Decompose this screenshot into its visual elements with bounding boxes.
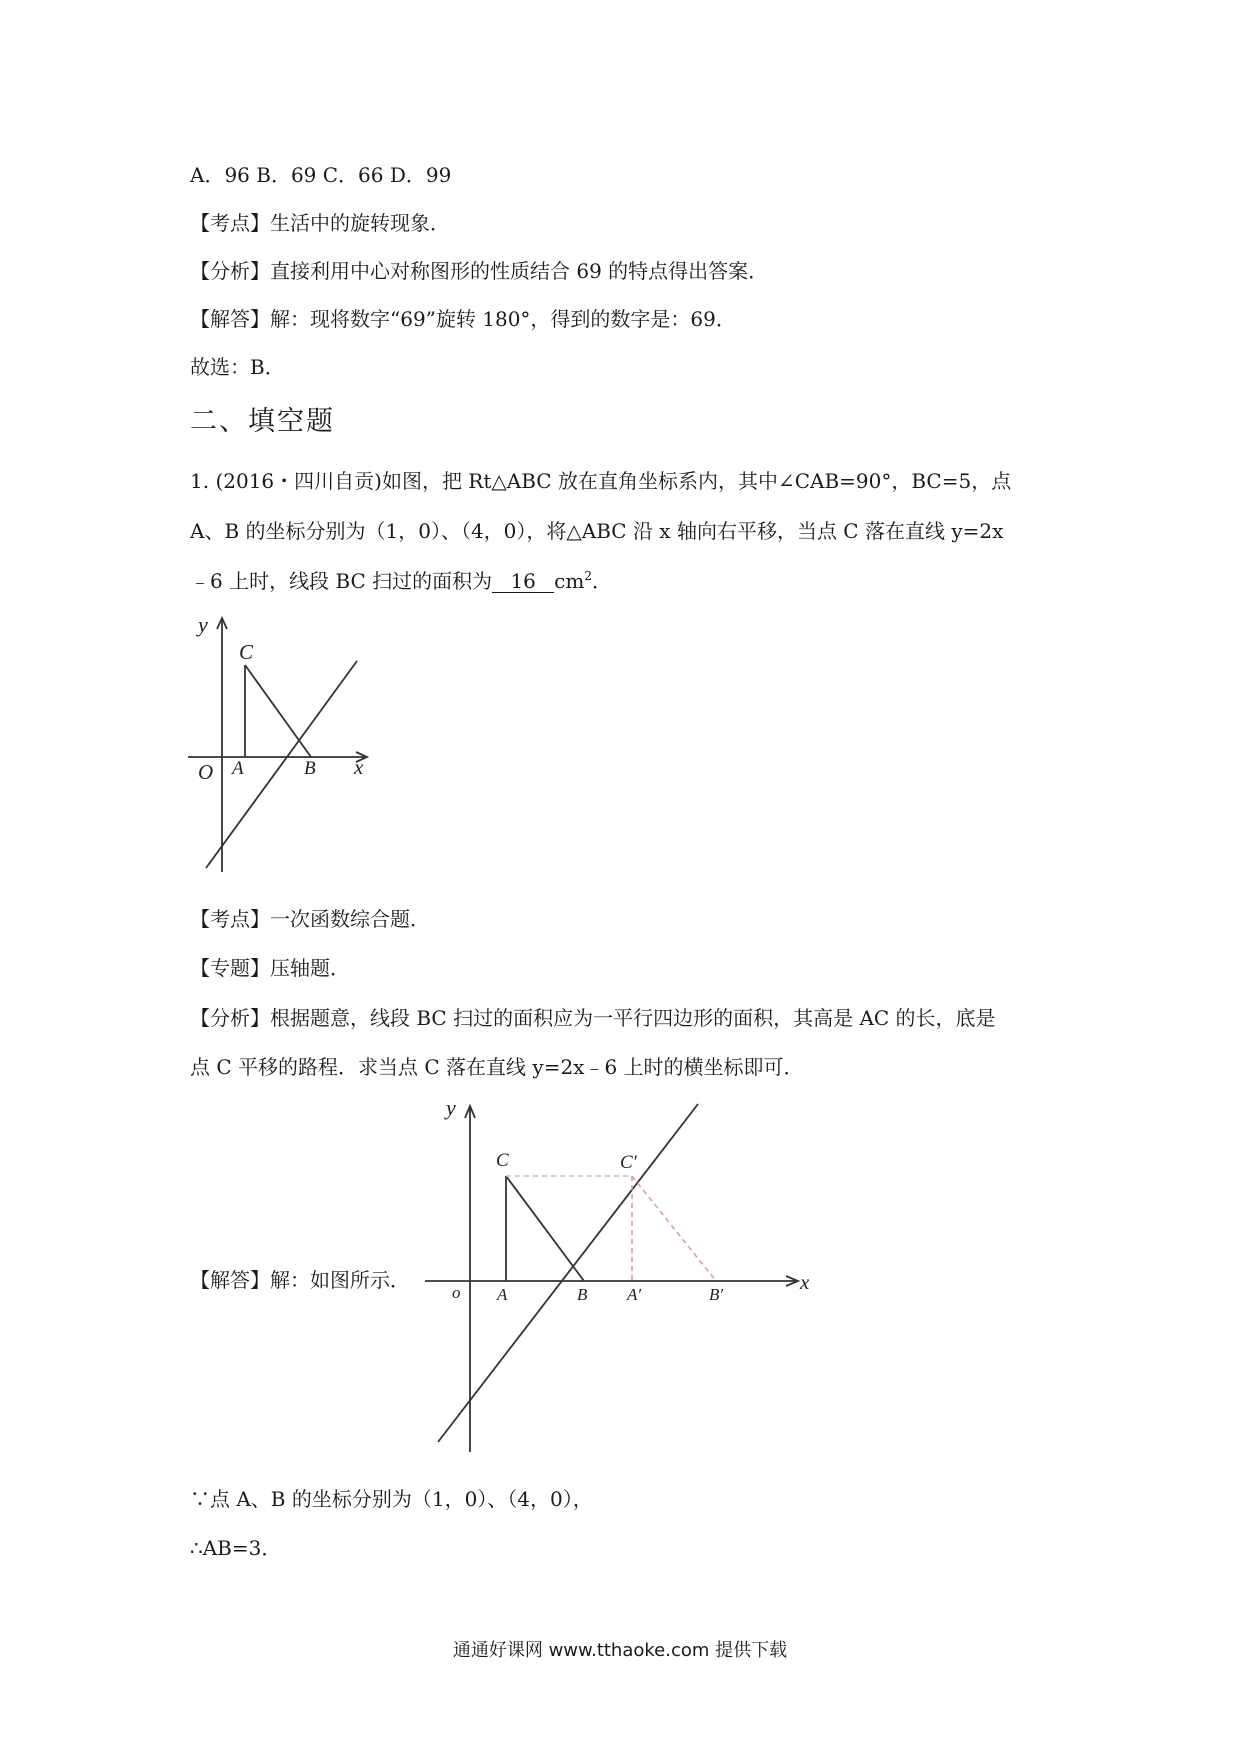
analysis-kaodian: 【考点】一次函数综合题．: [190, 907, 430, 931]
prev-jieda: 【解答】解：现将数字“69”旋转 180°，得到的数字是：69．: [190, 307, 736, 331]
prev-fenxi: 【分析】直接利用中心对称图形的性质结合 69 的特点得出答案．: [190, 259, 769, 283]
fig2-label-c-prime: C′: [620, 1152, 637, 1173]
solution-line-1: ∵点 A、B 的坐标分别为（1，0）、（4，0），: [190, 1487, 593, 1511]
fig1-label-b: B: [304, 758, 316, 779]
analysis-fenxi-1: 【分析】根据题意，线段 BC 扫过的面积应为一平行四边形的面积，其高是 AC 的长，底是: [190, 1006, 996, 1030]
section-title: 二、填空题: [190, 406, 335, 437]
fig2-label-a: A: [497, 1285, 508, 1304]
question-line-3-prefix: ﹣6 上时，线段 BC 扫过的面积为: [190, 569, 493, 593]
analysis-fenxi-2: 点 C 平移的路程．求当点 C 落在直线 y=2x﹣6 上时的横坐标即可．: [190, 1055, 804, 1079]
unit: cm: [554, 569, 585, 593]
prev-kaodian: 【考点】生活中的旋转现象．: [190, 211, 450, 235]
fig2-segment-cb: [506, 1176, 584, 1281]
fig2-segment-c2b2: [632, 1176, 716, 1281]
fig2-label-c: C: [496, 1150, 509, 1171]
fig2-label-y: y: [446, 1095, 456, 1120]
fig2-line-y2x-6: [438, 1104, 698, 1442]
fig1-label-x: x: [354, 755, 364, 779]
answer-blank: 16: [492, 570, 554, 593]
prev-options: A．96 B．69 C．66 D．99: [190, 163, 452, 187]
question-line-2: A、B 的坐标分别为（1，0）、（4，0），将△ABC 沿 x 轴向右平移，当点 C 落在直线 y=2x: [190, 519, 1004, 543]
footer-source: 通通好课网 www.tthaoke.com 提供下载: [452, 1640, 788, 1661]
analysis-zhuanti: 【专题】压轴题．: [190, 956, 350, 980]
prev-answer: 故选：B．: [190, 355, 285, 379]
unit-exponent: 2: [584, 569, 592, 583]
question-line-1: 1. (2016・四川自贡)如图，把 Rt△ABC 放在直角坐标系内，其中∠CAB=90°，BC=5，点: [190, 469, 1012, 493]
fig1-label-o: O: [198, 760, 214, 784]
fig2-label-b: B: [577, 1285, 588, 1304]
fig2-label-b-prime: B′: [709, 1285, 724, 1304]
fig2-label-o: o: [452, 1283, 461, 1302]
fig1-label-c: C: [239, 640, 254, 664]
fig2-label-x: x: [800, 1270, 810, 1294]
fig1-label-y: y: [198, 612, 208, 637]
analysis-jieda: 【解答】解：如图所示．: [190, 1268, 410, 1292]
question-line-3-suffix: ．: [591, 569, 612, 593]
fig2-label-a-prime: A′: [627, 1285, 642, 1304]
solution-line-2: ∴AB=3．: [190, 1536, 282, 1560]
fig1-label-a: A: [232, 758, 244, 779]
